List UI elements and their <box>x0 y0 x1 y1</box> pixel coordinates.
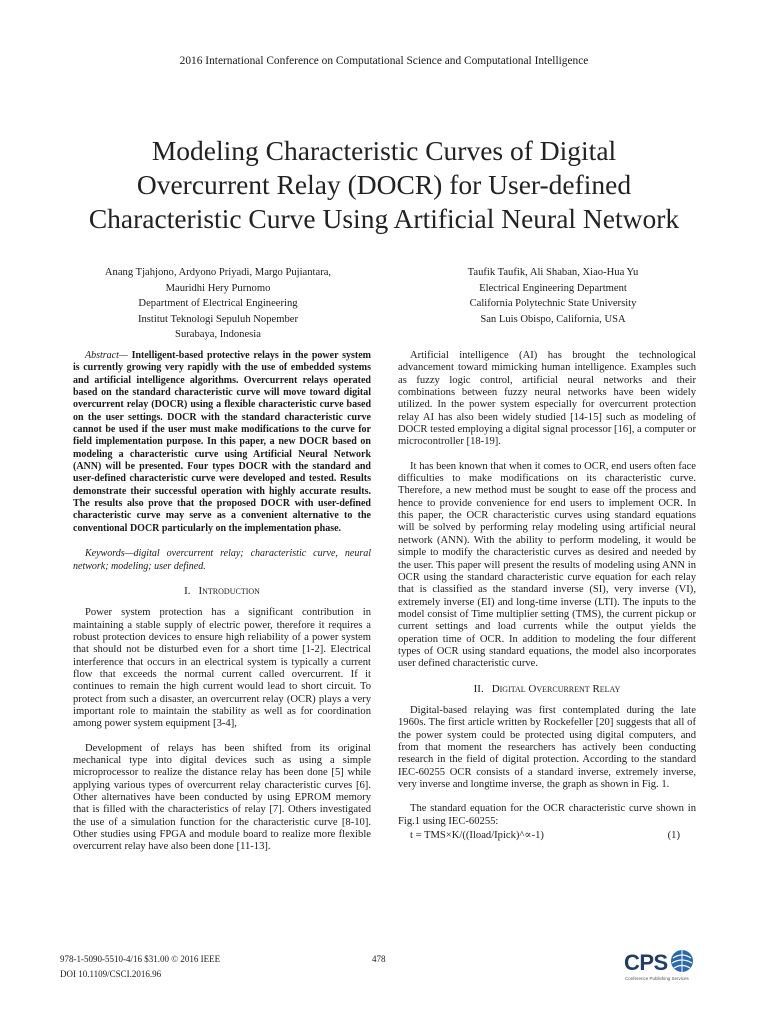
left-column <box>73 350 371 854</box>
globe-icon <box>670 948 694 976</box>
body-paragraph: Artificial intelligence (AI) has brought the technological advancement toward mimicking human intelligence. Examples such as fuzzy logic control, artificial neural networks and their combinations between fuzzy neural networks have been widely utilized. In the power system especially for overcurrent protection relay AI has also been widely studied [14-15] such as modeling of DOCR tested employing a digital signal processor [16], a computer or microcontroller [18-19]. <box>398 350 696 448</box>
author-names: Anang Tjahjono, Ardyono Priyadi, Margo Pujiantara, <box>104 267 332 278</box>
author-department: Department of Electrical Engineering <box>138 298 298 309</box>
title-line-3: Characteristic Curve Using Artificial Neural Network <box>88 203 680 234</box>
author-institution: California Polytechnic State University <box>469 298 637 309</box>
right-column <box>398 350 696 842</box>
equation-1 <box>398 830 696 842</box>
body-paragraph: It has been known that when it comes to OCR, end users often face difficulties to make modifications on its characteristic curve. Therefore, a new method must be sought to ease off the process and hence to provide convenience for end users to implement OCR. In this paper, the OCR characteristic curves using standard equations will be solved by performing relay modeling using artificial neural network (ANN). With the ability to perform modeling, it would be simple to modify the characteristic curves as desired and needed by the user. This paper will present the results of modeling using ANN in OCR using the standard characteristic curve equation for each relay that is classified as the standard inverse (SI), very inverse (VI), extremely inverse (EI) and long-time inverse (LTI). The inputs to the model consist of Time multiplier setting (TMS), the current pickup or current settings and load currents while the output yields the operation time of OCR. In addition to modeling the four different types of OCR using standard equations, the model also incorporates user defined characteristic curve. <box>398 460 696 670</box>
footer-isbn: 978-1-5090-5510-4/16 $31.00 © 2016 IEEE <box>60 954 221 964</box>
abstract <box>73 350 371 535</box>
section-number: I. <box>184 584 191 597</box>
author-institution: Institut Teknologi Sepuluh Nopember <box>137 313 298 325</box>
author-location: San Luis Obispo, California, USA <box>480 313 626 325</box>
page-number: 478 <box>372 954 386 964</box>
paper-title <box>60 134 708 236</box>
title-line-1: Modeling Characteristic Curves of Digital <box>151 135 617 166</box>
section-heading-digital-overcurrent-relay <box>398 683 696 695</box>
author-block-left <box>60 265 376 343</box>
logo-text: CPS <box>624 950 668 975</box>
body-paragraph: Power system protection has a significant contribution in maintaining a stable supply of electric power, therefore it requires a robust protection devices to ensure high reliability of a power system that should not be disturbed even for a short time [1-2]. Electrical interference that occurs in an electrical system is typically a current flow that exceeds the normal current called overcurrent. If it continues to remain the high current would lead to short circuit. To protect from such a disaster, an overcurrent relay (OCR) plays a very important role to maintain the stability as well as for coordination among power system equipment [3-4], <box>73 607 371 730</box>
author-block-right <box>395 265 711 327</box>
section-title: Digital Overcurrent Relay <box>491 682 621 695</box>
conference-header: 2016 International Conference on Computational Science and Computational Intelligence <box>179 55 589 67</box>
footer-left <box>60 952 220 982</box>
logo-subtitle: Conference Publishing Services <box>625 976 689 981</box>
abstract-text: Intelligent-based protective relays in the power system is currently growing very rapidly with the use of embedded systems and artificial intelligence algorithms. Overcurrent relays operated based on the standard characteristic curve will move toward digital overcurrent relay (DOCR) using a flexible characteristic curve based on the user settings. DOCR with the standard characteristic curve cannot be used if the user must make modifications to the curve for field implementation purpose. In this paper, a new DOCR based on modeling a characteristic curve using Artificial Neural Network (ANN) will be presented. Four types DOCR with the standard and user-defined characteristic curve were developed and tested. Results demonstrate their successful operation with highly accurate results. The results also prove that the proposed DOCR with user-defined characteristic curve may serve as a convenient alternative to the conventional DOCR particularly on the implementation phase. <box>73 350 371 534</box>
section-title: Introduction <box>198 584 260 597</box>
section-heading-introduction <box>73 585 371 597</box>
body-paragraph: Development of relays has been shifted from its original mechanical type into digital devices such as using a simple microprocessor to realize the distance relay has been done [5] while applying various types of overcurrent relay characteristic curves [6]. Other alternatives have been conducted by using EPROM memory that is filled with the characteristics of relay [7]. Others investigated the use of a simulation function for the characteristic curve [8-10]. Other studies using FPGA and module board to realize more flexible overcurrent relay have also been done [11-13]. <box>73 742 371 853</box>
equation-text: t = TMS×K/((Iload/Ipick)^∝-1) <box>410 830 544 842</box>
footer-doi: DOI 10.1109/CSCI.2016.96 <box>60 969 162 979</box>
equation-number: (1) <box>667 830 680 842</box>
abstract-label: Abstract— <box>85 350 128 361</box>
author-location: Surabaya, Indonesia <box>175 329 261 340</box>
keywords: Keywords—digital overcurrent relay; characteristic curve, neural network; modeling; user defined. <box>73 548 371 572</box>
author-names: Mauridhi Hery Purnomo <box>165 282 271 294</box>
body-paragraph: Digital-based relaying was first contemplated during the late 1960s. The first article written by Rockefeller [20] suggests that all of the power system could be protected using digital computers, and from that moment the researchers has actively been conducting research in the field of digital protection. According to the standard IEC-60255 OCR consists of a standard inverse, extremely inverse, very inverse and longtime inverse, the graph as shown in Fig. 1. <box>398 704 696 790</box>
author-department: Electrical Engineering Department <box>479 282 627 294</box>
author-names: Taufik Taufik, Ali Shaban, Xiao-Hua Yu <box>467 267 639 278</box>
cps-logo <box>624 946 696 992</box>
title-line-2: Overcurrent Relay (DOCR) for User-defined <box>136 169 632 200</box>
body-paragraph: The standard equation for the OCR characteristic curve shown in Fig.1 using IEC-60255: <box>398 803 696 827</box>
section-number: II. <box>473 682 484 695</box>
